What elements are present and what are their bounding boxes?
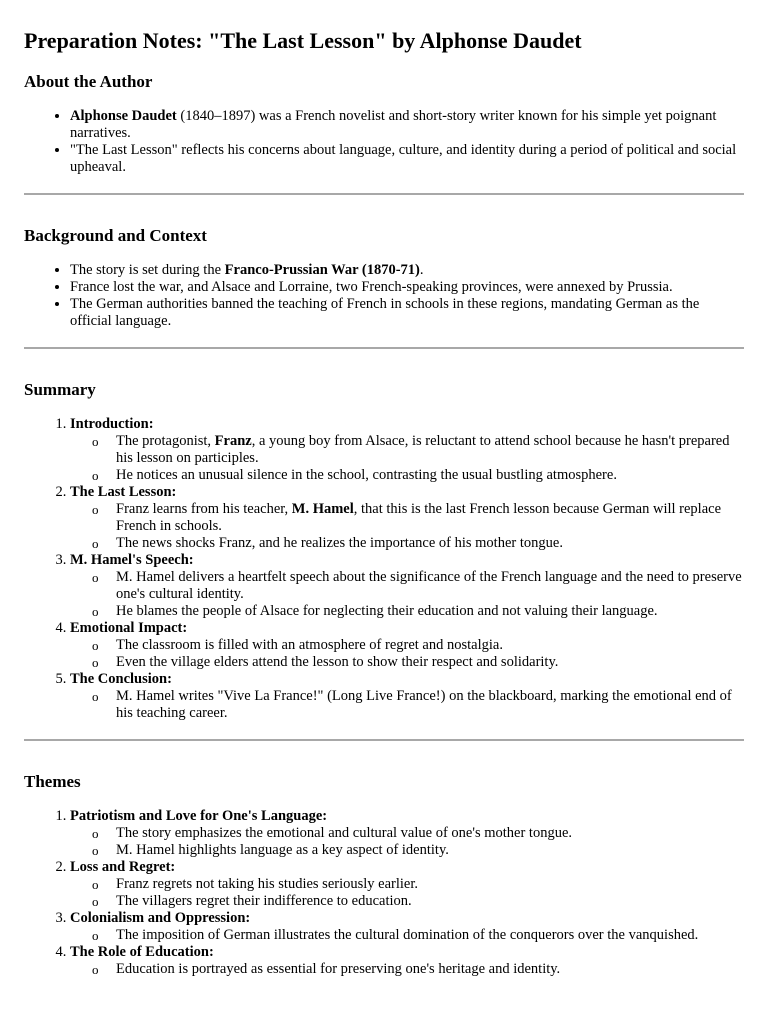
sub-list [70,433,744,484]
item-text: . [419,262,424,278]
sub-item [116,433,744,467]
item-text: Education is portrayed as essential for preserving one's heritage and identity. [116,961,561,977]
sub-list [70,569,744,620]
item-text: The news shocks Franz, and he realizes the importance of his mother tongue. [116,535,563,551]
sub-item [116,927,744,944]
item-text: The imposition of German illustrates the cultural domination of the conquerors over the vanquished. [116,927,699,943]
item-title: M. Hamel's Speech: [70,552,194,568]
sub-item [116,654,744,671]
item-text: Franz regrets not taking his studies seriously earlier. [116,876,419,892]
item-text: France lost the war, and Alsace and Lorraine, two French-speaking provinces, were annexed by Prussia. [70,279,673,295]
sub-list [70,961,744,978]
item-title: Loss and Regret: [70,859,176,875]
item-text: , that this is the last French lesson because German will replace French in schools. [116,501,722,534]
list-item [70,944,744,978]
sub-item [116,688,744,722]
sub-list [70,637,744,671]
sub-item [116,893,744,910]
section-heading-summary: Summary [24,380,96,399]
item-text: The story emphasizes the emotional and cultural value of one's mother tongue. [116,825,573,841]
item-title: Emotional Impact: [70,620,188,636]
item-text: M. Hamel highlights language as a key aspect of identity. [116,842,449,858]
item-title: Introduction: [70,416,154,432]
list-item [70,910,744,944]
section-heading-about: About the Author [24,72,153,91]
sub-item [116,467,744,484]
list-item [70,416,744,484]
sub-item [116,961,744,978]
about-list [24,108,744,176]
item-text: Even the village elders attend the lesson to show their respect and solidarity. [116,654,559,670]
bold-text: Franco-Prussian War (1870-71) [224,262,420,278]
item-title: The Conclusion: [70,671,172,687]
background-list [24,262,744,330]
list-item [70,108,744,142]
item-text: M. Hamel delivers a heartfelt speech about the significance of the French language and the need to preserve one's cultural identity. [116,569,742,602]
list-item [70,552,744,620]
bold-text: M. Hamel [291,501,354,517]
item-text: Franz learns from his teacher, [116,501,292,517]
list-item [70,296,744,330]
sub-item [116,603,744,620]
divider [24,347,744,349]
list-item [70,262,744,279]
list-item [70,808,744,859]
list-item [70,859,744,910]
sub-item [116,535,744,552]
divider [24,193,744,195]
item-text: The German authorities banned the teaching of French in schools in these regions, mandating German as the official language. [70,296,700,329]
item-text: The protagonist, [116,433,215,449]
item-title: Colonialism and Oppression: [70,910,251,926]
sub-list [70,927,744,944]
item-text: He notices an unusual silence in the school, contrasting the usual bustling atmosphere. [116,467,617,483]
sub-list [70,501,744,552]
sub-list [70,688,744,722]
themes-list [24,808,744,978]
bold-text: Alphonse Daudet [70,108,177,124]
item-title: The Last Lesson: [70,484,177,500]
section-heading-themes: Themes [24,772,81,791]
item-text: He blames the people of Alsace for neglecting their education and not valuing their language. [116,603,658,619]
item-text: (1840–1897) was a French novelist and short-story writer known for his simple yet poignant narratives. [70,108,717,141]
item-title: Patriotism and Love for One's Language: [70,808,328,824]
item-text: M. Hamel writes "Vive La France!" (Long Live France!) on the blackboard, marking the emotional end of his teaching career. [116,688,732,721]
list-item [70,620,744,671]
item-text: The villagers regret their indifference to education. [116,893,412,909]
sub-item [116,501,744,535]
divider [24,739,744,741]
item-text: The story is set during the [70,262,225,278]
summary-list [24,416,744,722]
page-title: Preparation Notes: "The Last Lesson" by Alphonse Daudet [24,28,582,53]
list-item [70,279,744,296]
sub-item [116,825,744,842]
item-title: The Role of Education: [70,944,214,960]
section-heading-background: Background and Context [24,226,207,245]
list-item [70,671,744,722]
bold-text: Franz [214,433,252,449]
item-text: , a young boy from Alsace, is reluctant to attend school because he hasn't prepared his lesson on participles. [116,433,730,466]
sub-item [116,637,744,654]
item-text: "The Last Lesson" reflects his concerns about language, culture, and identity during a period of political and social upheaval. [70,142,737,175]
sub-list [70,825,744,859]
list-item [70,484,744,552]
sub-item [116,876,744,893]
item-text: The classroom is filled with an atmosphere of regret and nostalgia. [116,637,503,653]
sub-list [70,876,744,910]
list-item [70,142,744,176]
sub-item [116,569,744,603]
sub-item [116,842,744,859]
